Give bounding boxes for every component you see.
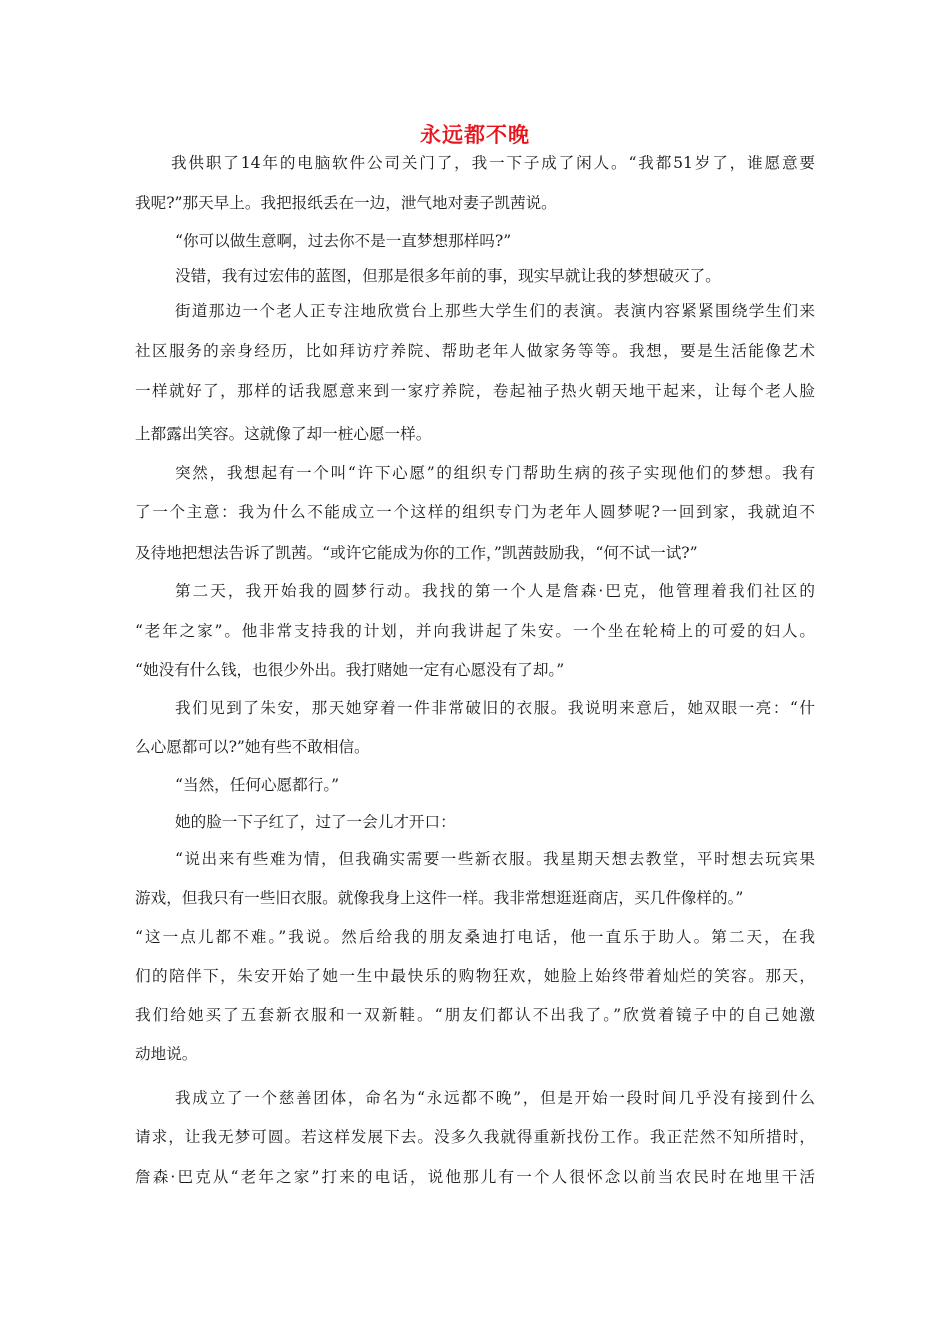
paragraph-line: 游戏，但我只有一些旧衣服。就像我身上这件一样。我非常想逛逛商店，买几件像样的。” [135,889,744,907]
paragraph-line: 我成立了一个慈善团体，命名为“永远都不晚”，但是开始一段时间几乎没有接到什么 [175,1089,815,1107]
paragraph-line: 们的陪伴下，朱安开始了她一生中最快乐的购物狂欢，她脸上始终带着灿烂的笑容。那天， [135,967,815,985]
paragraph-line: 上都露出笑容。这就像了却一桩心愿一样。 [135,425,432,443]
document-title: 永远都不晚 [420,123,530,147]
paragraph-line: 没错，我有过宏伟的蓝图，但那是很多年前的事，现实早就让我的梦想破灭了。 [175,267,721,285]
paragraph-line: 她的脸一下子红了，过了一会儿才开口： [175,813,456,831]
paragraph-line: 请求，让我无梦可圆。若这样发展下去。没多久我就得重新找份工作。我正茫然不知所措时， [135,1128,815,1146]
paragraph-line: 一样就好了，那样的话我愿意来到一家疗养院，卷起袖子热火朝天地干起来，让每个老人脸 [135,382,815,400]
paragraph-line: “当然，任何心愿都行。” [175,776,340,794]
paragraph-line: “她没有什么钱，也很少外出。我打赌她一定有心愿没有了却。” [135,661,565,679]
paragraph-line: 了一个主意：我为什么不能成立一个这样的组织专门为老年人圆梦呢?一回到家，我就迫不 [135,503,815,521]
paragraph-line: “这一点儿都不难。”我说。然后给我的朋友桑迪打电话，他一直乐于助人。第二天，在我 [135,928,815,946]
paragraph-line: 我们给她买了五套新衣服和一双新鞋。“朋友们都认不出我了。”欣赏着镜子中的自己她激 [135,1006,815,1024]
paragraph-line: 突然，我想起有一个叫“许下心愿”的组织专门帮助生病的孩子实现他们的梦想。我有 [175,464,815,482]
paragraph-line: “说出来有些难为情，但我确实需要一些新衣服。我星期天想去教堂，平时想去玩宾果 [175,850,815,868]
paragraph-line: 动地说。 [135,1045,198,1063]
paragraph-line: 街道那边一个老人正专注地欣赏台上那些大学生们的表演。表演内容紧紧围绕学生们来 [175,302,815,320]
paragraph-line: “你可以做生意啊，过去你不是一直梦想那样吗?” [175,232,512,250]
paragraph-line: 我供职了14年的电脑软件公司关门了，我一下子成了闲人。“我都51岁了，谁愿意要 [171,154,815,172]
paragraph-line: 及待地把想法告诉了凯茜。“或许它能成为你的工作，”凯茜鼓励我，“何不试一试?” [135,544,698,562]
paragraph-line: 社区服务的亲身经历，比如拜访疗养院、帮助老年人做家务等等。我想，要是生活能像艺术 [135,342,815,360]
paragraph-line: 么心愿都可以?”她有些不敢相信。 [135,738,370,756]
paragraph-line: 我们见到了朱安，那天她穿着一件非常破旧的衣服。我说明来意后，她双眼一亮：“什 [175,699,815,717]
paragraph-line: 詹森·巴克从“老年之家”打来的电话，说他那儿有一个人很怀念以前当农民时在地里干活 [135,1168,815,1186]
paragraph-line: 我呢?”那天早上。我把报纸丢在一边，泄气地对妻子凯茜说。 [135,194,557,212]
paragraph-line: “老年之家”。他非常支持我的计划，并向我讲起了朱安。一个坐在轮椅上的可爱的妇人。 [135,622,815,640]
paragraph-line: 第二天，我开始我的圆梦行动。我找的第一个人是詹森·巴克，他管理着我们社区的 [175,582,815,600]
